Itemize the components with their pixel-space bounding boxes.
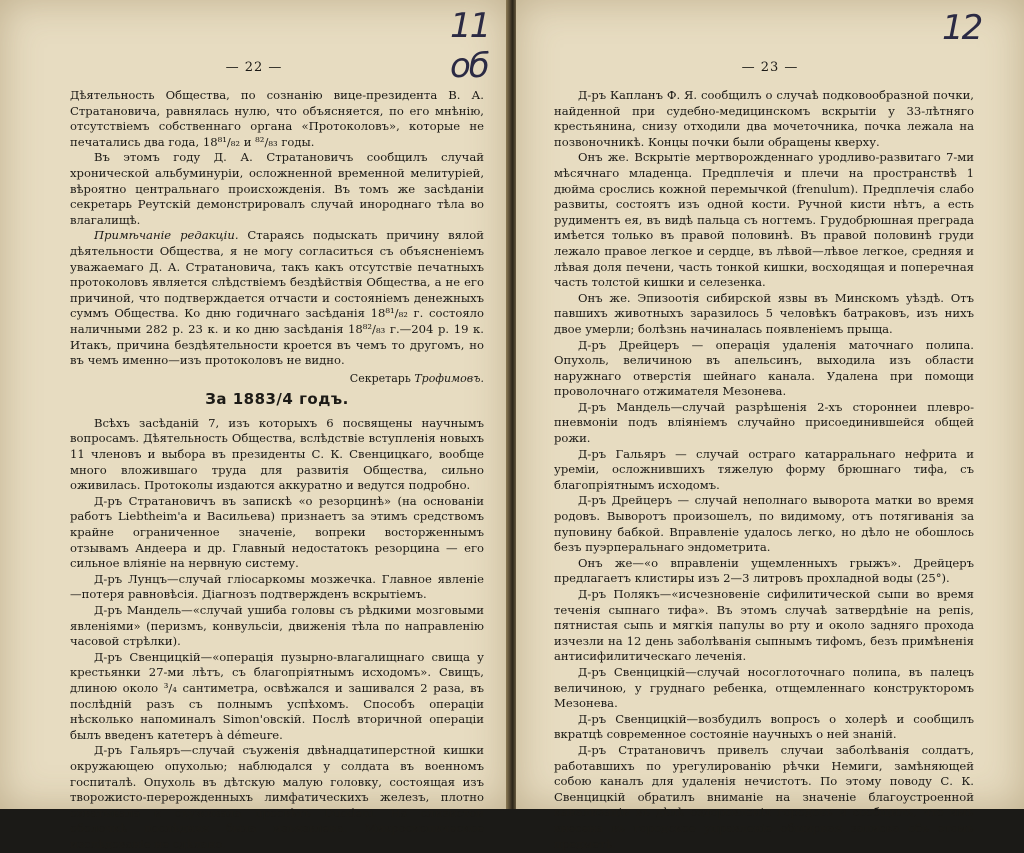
paragraph: Д-ръ Полякъ—«исчезновеніе сифилитической сыпи во время теченія сыпнаго тифа». Въ этомъ случаѣ затвердѣніе на репіѕ, пятнистая сыпь и мягкія папулы во рту и около задняго прохода изчезли на 12 день заболѣванія сыпнымъ тифомъ, безъ примѣненія антисифилитическаго леченія. [554, 587, 974, 664]
left-page [0, 0, 508, 851]
paragraph: Д-ръ Мандель—«случай ушиба головы съ рѣдкими мозговыми явленіями» (перизмъ, конвульсіи, движенія тѣла по направленію часовой стрѣлки). [70, 603, 484, 649]
paragraph: Д-ръ Свенцицкій—возбудилъ вопросъ о холерѣ и сообщилъ вкратцѣ современное состояніе научныхъ о ней знаній. [554, 711, 974, 742]
handwritten-folio-left: 11 об [450, 6, 490, 86]
paragraph: Д-ръ Капланъ Ф. Я. сообщилъ о случаѣ подковообразной почки, найденной при судебно-медицинскомъ вскрытіи у 33-лѣтняго крестьянина, снизу отходили два мочеточника, почка лежала на позвоночникѣ. Концы почки были обращены кверху. [554, 88, 974, 149]
signature-prefix: Секретарь [349, 371, 415, 385]
paragraph: Д-ръ Лунцъ—случай гліосаркомы мозжечка. Главное явленіе—потеря равновѣсія. Діагнозъ подтвержденъ вскрытіемъ. [70, 571, 484, 602]
paragraph: Дѣятельность Общества, по сознанію вице-президента В. А. Стратановича, равнялась нулю, что объясняется, по его мнѣнію, отсутствіемъ собственнаго органа «Протоколовъ», которые не печатались два года, 18⁸¹/₈₂ и ⁸²/₈₃ годы. [70, 88, 484, 149]
right-text-column [554, 88, 974, 852]
editor-note-text: Стараясь подыскать причину вялой дѣятельности Общества, я не могу согласиться съ объясненіемъ уважаемаго Д. А. Стратановича, такъ какъ отсутствіе печатныхъ протоколовъ является слѣдствіемъ бездѣйствія Общества, а не его причиной, что подтверждается отчасти и состояніемъ денежныхъ суммъ Общества. Ко дню годичнаго засѣданія 18⁸¹/₈₂ г. состояло наличными 282 р. 23 к. и ко дню засѣданія 18⁸²/₈₃ г.—204 р. 19 к. Итакъ, причина бездѣятельности кроется въ чемъ то другомъ, но въ чемъ именно—изъ протоколовъ не видно. [70, 228, 485, 368]
paragraph: Онъ же. Эпизоотія сибирской язвы въ Минскомъ уѣздѣ. Отъ павшихъ животныхъ заразилось 5 человѣкъ батраковъ, изъ нихъ двое умерли; болѣзнь начиналась появленіемъ прыща. [554, 290, 974, 336]
paragraph: Д-ръ Свенцицкій—случай носоглоточнаго полипа, въ палецъ величиною, у груднаго ребенка, отщемленнаго конструкторомъ Мезонева. [554, 664, 974, 711]
section-heading: За 1883/4 годъ. [205, 390, 349, 409]
paragraph: Всѣхъ засѣданій 7, изъ которыхъ 6 посвящены научнымъ вопросамъ. Дѣятельность Общества, вслѣдствіе вступленія новыхъ 11 членовъ и выбора въ президенты С. К. Свенцицкаго, вообще много вложившаго труда для развитія Общества, сильно оживилась. Протоколы издаются аккуратно и ведутся подробно. [70, 415, 484, 493]
signature [70, 371, 484, 387]
signature-name: Трофимовъ. [414, 371, 484, 385]
paragraph: Онъ же—«о вправленіи ущемленныхъ грыжъ». Дрейцеръ предлагаетъ клистиры изъ 2—3 литровъ прохладной воды (25°). [554, 555, 974, 586]
page-number: — 23 — [741, 60, 799, 75]
left-text-column [70, 88, 484, 853]
paragraph: Д-ръ Свенцицкій—«операція пузырно-влагалищнаго свища у крестьянки 27-ми лѣтъ, съ благопріятнымъ исходомъ». Свищъ, длиною около ³/₄ сантиметра, освѣжался и зашивался 2 раза, въ послѣдній разъ съ полнымъ успѣхомъ. Способъ операціи нѣсколько напоминалъ Simon'овскій. Послѣ вторичной операціи былъ введенъ катетеръ à démeure. [70, 649, 484, 742]
handwritten-folio-right: 12 [942, 8, 982, 48]
paragraph: Д-ръ Мандель—случай разрѣшенія 2-хъ стороннеи плевро-пневмоніи подъ вліяніемъ случайно присоединившейся общей рожи. [554, 399, 974, 446]
paragraph: Д-ръ Стратановичъ въ запискѣ «о резорцинѣ» (на основаніи работъ Liebtheim'a и Васильева) признаетъ за этимъ средствомъ крайне ограниченное значеніе, вопреки восторженнымъ отзывамъ Андеера и др. Главный недостатокъ резорцина — его сильное вліяніе на нервную систему. [70, 493, 484, 571]
paragraph: Д-ръ Гальяръ — случай остраго катарральнаго нефрита и уреміи, осложнившихъ тяжелую форму брюшнаго тифа, съ благопріятнымъ исходомъ. [554, 446, 974, 492]
right-page [516, 0, 1024, 851]
paragraph: Онъ же. Вскрытіе мертворожденнаго уродливо-развитаго 7-ми мѣсячнаго младенца. Предплечія и плечи на пространствѣ 1 дюйма срослись кожной перемычкой (frenulum). Предплечія слабо развиты, состоятъ изъ одной кости. Ручной кисти нѣтъ, а есть рудиментъ ея, въ видѣ пальца съ ногтемъ. Грудобрюшная преграда имѣется только въ правой половинѣ. Въ правой половинѣ груди лежало правое легкое и сердце, въ лѣвой—лѣвое легкое, средняя и лѣвая доля печени, часть тонкой кишки, восходящая и поперечная часть толстой кишки и селезенка. [554, 150, 974, 290]
paragraph: Д-ръ Стратановичъ привелъ случаи заболѣванія солдатъ, работавшихъ по урегулированію рѣчки Немиги, замѣняющей собою каналъ для удаленія нечистотъ. По этому поводу С. К. Свенцицкій обратилъ вниманіе на значеніе благоустроенной канализаціи въ дѣлѣ оздоровленія городовъ и сообщилъ, что имъ внесена въ городское управленіе обширная записка объ этомъ предметѣ. [554, 742, 974, 851]
paragraph: Д-ръ Дрейцеръ — операція удаленія маточнаго полипа. Опухоль, величиною въ апельсинъ, выходила изъ области наружнаго отверстія шейнаго канала. Удалена при помощи проволочнаго отжимателя Мезонева. [554, 337, 974, 399]
page-number: — 22 — [225, 60, 283, 75]
paragraph: Въ этомъ году Д. А. Стратановичъ сообщилъ случай хронической альбуминуріи, осложненной временной мелитуріей, вѣроятно центральнаго происхожденія. Въ томъ же засѣданіи секретарь Реутскій демонстрировалъ случай инороднаго тѣла во влагалищѣ. [70, 150, 484, 227]
editor-note [70, 228, 484, 368]
paragraph: Д-ръ Гальяръ—случай съуженія двѣнадцатиперстной кишки окружающею опухолью; наблюдался у солдата въ военномъ госпиталѣ. Опухоль въ дѣтскую малую головку, состоящая изъ творожисто-перерожденныхъ лимфатическихъ железъ, плотно охватывала и съуживала просвѣтъ Duodeni. На слизистой оболочкѣ послѣдняя была изъязвлена. Микроскопическое изслѣдованіе не сдѣлано. [70, 743, 484, 851]
paragraph: Д-ръ Дрейцеръ — случай неполнаго выворота матки во время родовъ. Выворотъ произошелъ, по видимому, отъ потягиванія за пуповину бабкой. Вправленіе удалось легко, но дѣло не обошлось безъ пуэрперальнаго эндометрита. [554, 493, 974, 555]
editor-note-label: Примѣчаніе редакціи. [94, 228, 239, 243]
